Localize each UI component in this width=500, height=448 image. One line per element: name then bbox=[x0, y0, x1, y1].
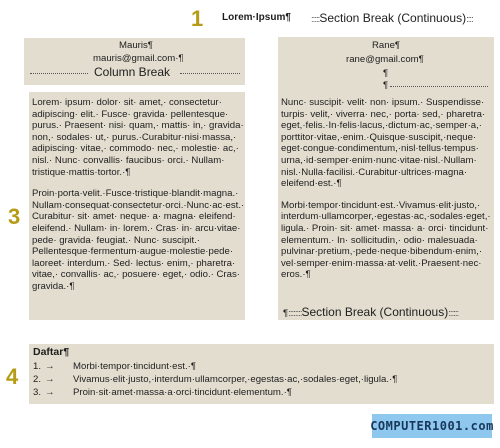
text-line: ligula.· Proin· sit· amet· massa· a· orci· tincidunt· bbox=[281, 222, 489, 234]
text-line: pede· gravida· feugiat.· Nunc· suscipit.· bbox=[32, 234, 200, 246]
text-line: purus.· Praesent· nisi· quam,· mattis· in,· gravida· bbox=[32, 120, 244, 132]
left-header-email: mauris@gmail.com·¶ bbox=[93, 53, 184, 64]
right-paragraph-1 bbox=[281, 97, 493, 190]
right-header-pilcrow-1: ¶ bbox=[383, 68, 389, 79]
column-break: Column Break bbox=[94, 65, 171, 79]
text-line: urna,·id·semper·enim·nunc·vitae·nisl.·Nullam· bbox=[281, 154, 477, 166]
tab-arrow-icon: → bbox=[45, 387, 55, 398]
text-line: Curabitur· sit· amet· neque· a· magna· eleifend· bbox=[32, 211, 236, 223]
tab-arrow-icon: → bbox=[45, 361, 55, 372]
list-number: 2. bbox=[33, 374, 42, 385]
right-header-break-line bbox=[390, 86, 488, 87]
text-line: porttitor·vitae,·enim.·Quisque·suscipit,·neque· bbox=[281, 131, 477, 143]
bottom-section-break: ¶::::::::Section Break (Continuous):::::: bbox=[283, 305, 459, 319]
column-break-line-right bbox=[180, 73, 240, 74]
text-line: eget·congue·condimentum,·nisl·tellus·tempus· bbox=[281, 143, 479, 155]
text-line: Lorem· ipsum· dolor· sit· amet,· consectetur· bbox=[32, 97, 222, 108]
left-body-text bbox=[32, 97, 244, 303]
callout-3: 3 bbox=[8, 204, 21, 229]
text-line: turpis· velit,· viverra· nec,· porta· sed,· pharetra· bbox=[281, 108, 486, 120]
daftar-list-item bbox=[33, 373, 397, 386]
list-number: 1. bbox=[33, 361, 42, 372]
section-break-label: Section Break (Continuous) bbox=[319, 11, 467, 25]
text-line: Nullam·consequat·consectetur·orci.·Nunc·ac·est.· bbox=[32, 199, 245, 211]
left-paragraph-2 bbox=[32, 188, 244, 292]
text-line: adipiscing· vitae,· commodo· nec,· molestie· ac,· bbox=[32, 143, 239, 155]
column-break-line-left bbox=[30, 73, 88, 74]
daftar-title: Daftar¶ bbox=[33, 346, 70, 358]
right-header-pilcrow-2: ¶ bbox=[383, 80, 389, 91]
text-line: eleifend.· Nullam· in· lorem.· Cras· in· arcu·vitae· bbox=[32, 222, 241, 234]
daftar-list bbox=[33, 360, 397, 399]
list-number: 3. bbox=[33, 387, 42, 398]
right-body-text bbox=[281, 97, 493, 291]
text-line: nisl.·Nulla·facilisi.·Curabitur·ultrices·magna· bbox=[281, 166, 468, 178]
right-header-email: rane@gmail.com¶ bbox=[346, 54, 424, 65]
text-line: laoreet· interdum.· Sed· lectus· enim,· pharetra· bbox=[32, 257, 236, 269]
watermark-badge: COMPUTER1001.com bbox=[372, 414, 492, 438]
daftar-list-item bbox=[33, 360, 397, 373]
callout-4: 4 bbox=[6, 364, 19, 389]
left-header-name: Mauris¶ bbox=[119, 40, 153, 51]
text-line: adipiscing· elit.· Fusce· gravida· pellentesque· bbox=[32, 108, 229, 120]
list-item-text: Vivamus·elit·justo,·interdum·ullamcorper,·egestas·ac,·sodales·eget,·ligula.·¶ bbox=[73, 374, 398, 385]
text-line: eget,·felis.·In·felis·lacus,·dictum·ac,·semper·a,· bbox=[281, 120, 482, 132]
callout-1: 1 bbox=[191, 6, 204, 31]
text-line: interdum·ullamcorper,·egestas·ac,·sodales·eget,· bbox=[281, 211, 491, 223]
text-line: tristique·mattis·tortor.·¶ bbox=[32, 166, 131, 178]
tab-arrow-icon: → bbox=[45, 374, 55, 385]
list-item-text: Morbi·tempor·tincidunt·est.·¶ bbox=[73, 361, 196, 372]
text-line: nisl.· Nunc· convallis· faucibus· orci.· Nullam· bbox=[32, 154, 225, 166]
daftar-list-item bbox=[33, 386, 397, 399]
text-line: Nunc· suscipit· velit· non· ipsum.· Suspendisse· bbox=[281, 97, 485, 108]
text-line: eros.·¶ bbox=[281, 269, 311, 281]
text-line: Proin·porta·velit.·Fusce·tristique·blandit·magna.· bbox=[32, 188, 239, 200]
text-line: elementum.· In· sollicitudin,· odio· malesuada· bbox=[281, 234, 478, 246]
top-title: Lorem·Ipsum¶ bbox=[222, 12, 291, 23]
text-line: vitae,· convallis· ac,· posuere· eget,· odio.· Cras· bbox=[32, 269, 240, 281]
text-line: Morbi·tempor·tincidunt·est.·Vivamus·elit·justo,· bbox=[281, 199, 481, 211]
text-line: eleifend·est.·¶ bbox=[281, 178, 342, 190]
right-paragraph-2 bbox=[281, 200, 493, 281]
section-break-dots: ::::: bbox=[311, 14, 320, 25]
list-item-text: Proin·sit·amet·massa·a·orci·tincidunt·elementum.·¶ bbox=[73, 387, 292, 398]
top-section-break bbox=[311, 11, 473, 25]
text-line: non,· sodales· ut,· purus.·Curabitur·nisi·massa,· bbox=[32, 131, 237, 143]
right-header-name: Rane¶ bbox=[372, 40, 401, 51]
left-paragraph-1 bbox=[32, 97, 244, 178]
text-line: pulvinar·pretium,·pede·neque·bibendum·enim,· bbox=[281, 246, 483, 258]
text-line: Pellentesque·fermentum·augue·molestie·pede· bbox=[32, 246, 234, 258]
section-break-dots-right: :::: bbox=[466, 14, 473, 25]
text-line: vel·semper·enim·massa·at·velit.·Praesent·nec· bbox=[281, 257, 482, 269]
text-line: gravida.·¶ bbox=[32, 280, 75, 292]
